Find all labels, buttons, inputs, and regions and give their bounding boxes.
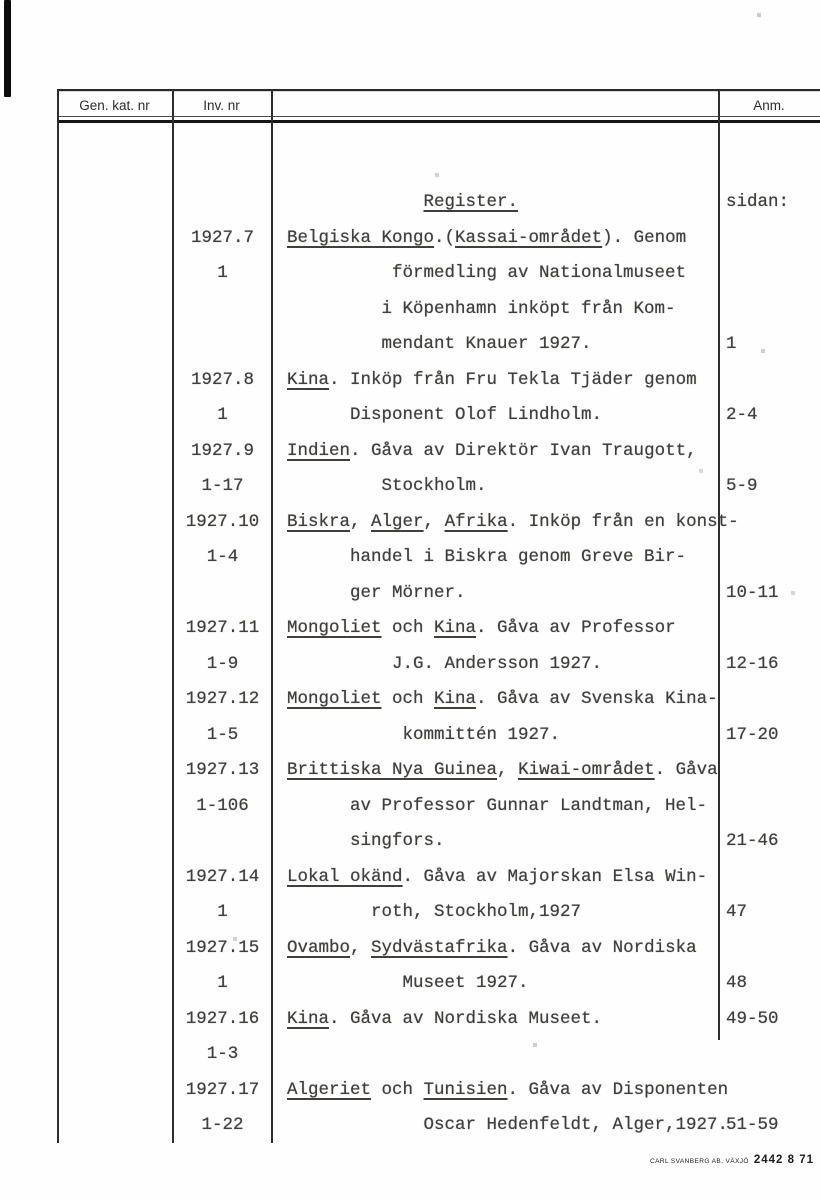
entry-row <box>0 753 820 860</box>
entry-text: Museet 1927. <box>402 973 529 993</box>
entry-text: . Gåva <box>654 760 718 780</box>
page-reference: 5-9 <box>726 476 758 496</box>
entry-text: , <box>350 937 372 958</box>
entry-number-cell <box>0 221 272 292</box>
locality-underlined: Ovambo <box>287 937 351 958</box>
entry-page-ref-cell <box>718 434 820 505</box>
entries-list <box>0 221 820 1144</box>
inventory-number: 1 <box>217 263 228 283</box>
entry-text: . Gåva av Nordiska <box>507 937 697 958</box>
entry-text: av Professor Gunnar Landtman, Hel- <box>350 795 708 816</box>
entry-row <box>0 860 820 931</box>
entry-text: . Gåva av Svenska Kina- <box>476 689 718 709</box>
inventory-number: 1-106 <box>196 795 249 816</box>
entry-text-cell <box>272 1073 729 1144</box>
entry-row <box>0 1073 820 1144</box>
entry-number-cell <box>0 363 272 434</box>
entry-text: . Inköp från en konst- <box>507 511 739 532</box>
entry-text: handel i Biskra genom Greve Bir- <box>350 547 687 567</box>
entry-text-line <box>287 256 718 292</box>
locality-underlined: Biskra <box>287 511 351 532</box>
entry-text: . Gåva av Professor <box>476 618 676 638</box>
entry-text: och <box>381 689 435 709</box>
entry-text: ). Genom <box>602 227 687 248</box>
catalog-number: 1927.16 <box>185 1008 260 1029</box>
entry-page-ref-cell <box>718 753 820 860</box>
catalog-number: 1927.8 <box>190 369 254 390</box>
entry-number-cell <box>0 434 272 505</box>
entry-text-line <box>287 931 718 967</box>
inventory-number: 1-9 <box>206 653 239 674</box>
column-header-gen-kat-nr: Gen. kat. nr <box>79 98 150 113</box>
entry-page-ref-cell <box>718 611 820 682</box>
catalog-number: 1927.17 <box>185 1079 260 1100</box>
entry-text-line <box>287 1108 729 1144</box>
locality-underlined: Indien <box>287 440 351 461</box>
page-reference: 21-46 <box>726 831 779 851</box>
catalog-number: 1927.14 <box>185 866 260 887</box>
scan-artifact-bar <box>4 0 11 97</box>
entry-number-cell <box>0 753 272 824</box>
entry-text-line <box>287 895 718 931</box>
entry-text-line <box>287 505 739 541</box>
catalog-number: 1927.13 <box>185 760 260 780</box>
catalog-number: 1927.11 <box>185 618 260 638</box>
inventory-number: 1-5 <box>206 724 239 745</box>
locality-underlined: Brittiska Nya Guinea <box>287 760 498 780</box>
entry-text-line <box>287 966 718 1002</box>
entry-text: och <box>371 1079 424 1100</box>
entry-text: i Köpenhamn inköpt från Kom- <box>381 298 676 319</box>
entry-text-line <box>287 398 718 434</box>
entry-text: . Inköp från Fru Tekla Tjäder genom <box>329 369 697 390</box>
inventory-number: 1 <box>217 902 228 922</box>
printer-code: 2442 8 71 <box>753 1154 814 1166</box>
inventory-number: 1 <box>217 973 228 993</box>
page-reference: 10-11 <box>726 582 779 603</box>
catalog-number: 1927.7 <box>190 227 254 248</box>
entry-text-line <box>287 753 718 789</box>
entry-number-cell <box>0 931 272 1002</box>
entry-number-cell <box>0 505 272 576</box>
entry-text-cell <box>272 682 718 753</box>
entry-text: . Gåva av Disponenten <box>507 1079 729 1100</box>
entry-text-line <box>287 292 718 328</box>
locality-underlined: Mongoliet <box>287 618 382 638</box>
entry-text: singfors. <box>350 831 445 851</box>
register-body <box>0 121 820 1144</box>
entry-text-cell <box>272 221 718 363</box>
title-row <box>0 185 820 221</box>
locality-underlined: Sydvästafrika <box>371 937 508 958</box>
entry-text: Stockholm. <box>381 476 487 496</box>
entry-text: . Gåva av Direktör Ivan Traugott, <box>350 440 697 461</box>
locality-underlined: Alger <box>371 511 424 532</box>
page-reference: 51-59 <box>726 1115 779 1135</box>
entry-text-cell <box>272 931 718 1002</box>
inventory-number: 1-3 <box>206 1044 239 1064</box>
page-reference: 47 <box>726 902 748 922</box>
entry-number-cell <box>0 682 272 753</box>
locality-underlined: Algeriet <box>287 1079 372 1100</box>
entry-text-line <box>287 434 718 470</box>
entry-number-cell <box>0 860 272 931</box>
entry-page-ref-cell <box>718 505 820 612</box>
entry-text-line <box>287 647 718 683</box>
entry-page-ref-cell <box>718 682 820 753</box>
entry-page-ref-cell <box>718 1002 820 1038</box>
entry-page-ref-cell <box>718 363 820 434</box>
locality-underlined: Lokal okänd <box>287 866 403 887</box>
entry-row <box>0 434 820 505</box>
entry-text-line <box>287 576 718 612</box>
entry-row <box>0 611 820 682</box>
entry-text: .( <box>434 227 456 248</box>
entry-row <box>0 363 820 434</box>
entry-text-line <box>287 540 718 576</box>
entry-text-line <box>287 221 718 257</box>
page-reference: 12-16 <box>726 653 779 674</box>
entry-text: J.G. Andersson 1927. <box>392 653 603 674</box>
locality-underlined: Tunisien <box>423 1079 508 1100</box>
title-cell <box>272 185 718 221</box>
entry-page-ref-cell <box>718 221 820 363</box>
entry-text-cell <box>272 434 718 505</box>
sidan-cell <box>718 185 820 221</box>
page-reference: 2-4 <box>726 405 758 425</box>
entry-text: . Gåva av Majorskan Elsa Win- <box>402 866 708 887</box>
entry-text-cell <box>272 363 718 434</box>
locality-underlined: Kina <box>287 1008 330 1029</box>
page-title: Register. <box>423 192 519 212</box>
entry-page-ref-cell <box>718 860 820 931</box>
locality-underlined: Kassai-området <box>455 227 603 248</box>
entry-page-ref-cell <box>718 1073 820 1144</box>
catalog-number: 1927.12 <box>185 689 260 709</box>
entry-row <box>0 682 820 753</box>
entry-page-ref-cell <box>718 931 820 1002</box>
entry-text: , <box>350 511 372 532</box>
page-reference: 49-50 <box>726 1008 779 1029</box>
entry-text-line <box>287 824 718 860</box>
entry-row <box>0 221 820 363</box>
entry-text-line <box>287 718 718 754</box>
page-reference: 48 <box>726 973 748 993</box>
locality-underlined: Kina <box>287 369 330 390</box>
page-reference: 1 <box>726 334 737 354</box>
page-column-label: sidan: <box>726 192 790 212</box>
locality-underlined: Belgiska Kongo <box>287 227 435 248</box>
entry-text: , <box>497 760 519 780</box>
entry-text-line <box>287 327 718 363</box>
entry-text-line <box>287 1073 729 1109</box>
locality-underlined: Afrika <box>444 511 508 532</box>
entry-text-line <box>287 682 718 718</box>
entry-text-line <box>287 860 718 896</box>
entry-row <box>0 931 820 1002</box>
entry-text: förmedling av Nationalmuseet <box>392 263 687 283</box>
page-reference: 17-20 <box>726 724 779 745</box>
entry-text: roth, Stockholm,1927 <box>371 902 582 922</box>
entry-text-line <box>287 789 718 825</box>
entry-text-line <box>287 469 718 505</box>
locality-underlined: Kiwai-området <box>518 760 655 780</box>
entry-text: kommittén 1927. <box>402 724 561 745</box>
inventory-number: 1 <box>217 405 228 425</box>
entry-number-cell <box>0 611 272 682</box>
locality-underlined: Kina <box>434 618 477 638</box>
inventory-number: 1-22 <box>201 1115 244 1135</box>
entry-row <box>0 1002 820 1073</box>
inventory-number: 1-17 <box>201 476 244 496</box>
entry-number-cell <box>0 1002 272 1073</box>
entry-text-line <box>287 611 718 647</box>
entry-text: och <box>381 618 435 638</box>
printer-name: CARL SVANBERG AB, VÄXJÖ <box>650 1158 749 1165</box>
entry-number-cell <box>0 1073 272 1144</box>
entry-text: Oscar Hedenfeldt, Alger,1927. <box>423 1115 729 1135</box>
catalog-number: 1927.10 <box>185 511 260 532</box>
entry-text-line <box>287 1002 718 1038</box>
entry-text-cell <box>272 505 739 612</box>
entry-text-line <box>287 363 718 399</box>
scan-speckles <box>0 0 2 2</box>
locality-underlined: Mongoliet <box>287 689 382 709</box>
entry-text: . Gåva av Nordiska Museet. <box>329 1008 603 1029</box>
column-header-anm: Anm. <box>753 98 785 113</box>
entry-text-cell <box>272 753 718 860</box>
locality-underlined: Kina <box>434 689 477 709</box>
entry-text-cell <box>272 860 718 931</box>
entry-text: ger Mörner. <box>350 582 466 603</box>
entry-text-cell <box>272 1002 718 1038</box>
catalog-number: 1927.15 <box>185 937 260 958</box>
entry-text: mendant Knauer 1927. <box>381 334 592 354</box>
inventory-number: 1-4 <box>206 547 239 567</box>
printer-mark <box>650 1154 814 1166</box>
entry-text-cell <box>272 611 718 682</box>
catalog-number: 1927.9 <box>190 440 254 461</box>
entry-text: Disponent Olof Lindholm. <box>350 405 603 425</box>
entry-text: , <box>423 511 445 532</box>
column-header-inv-nr: Inv. nr <box>203 98 240 113</box>
entry-row <box>0 505 820 612</box>
